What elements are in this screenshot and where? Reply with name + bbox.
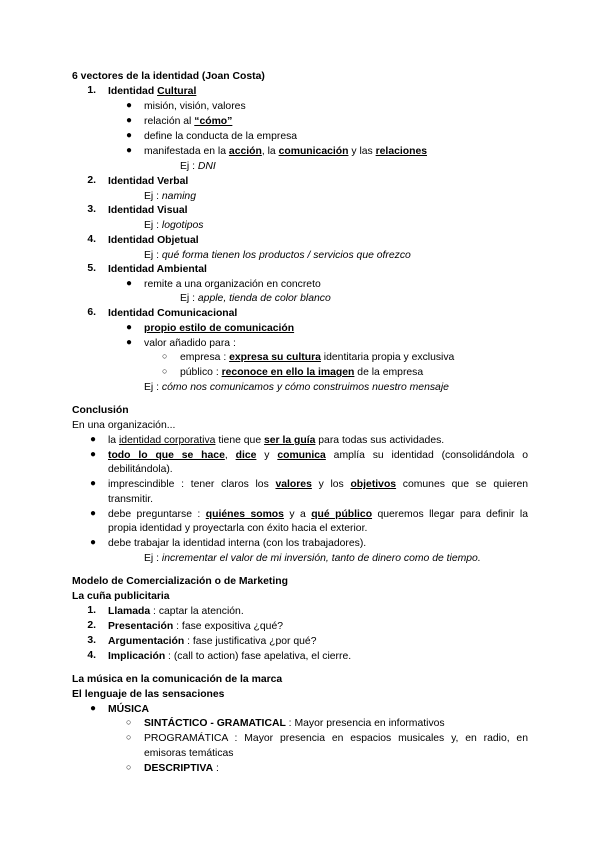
list-item: manifestada en la acción, la comunicación y las relaciones xyxy=(144,146,428,157)
list-item-continuation: transmitir. xyxy=(108,494,154,505)
bullet-icon: ● xyxy=(126,322,133,333)
list-item: imprescindible : tener claros los valores y los objetivos comunes que se quieren xyxy=(108,479,528,490)
list-item: valor añadido para : xyxy=(144,338,236,349)
list-item-heading: Identidad Cultural xyxy=(108,86,197,97)
list-item: Implicación : (call to action) fase apelativa, el cierre. xyxy=(108,651,352,662)
sub-list-item: DESCRIPTIVA : xyxy=(144,763,219,774)
list-number: 6. xyxy=(87,307,96,318)
bullet-icon: ● xyxy=(90,434,97,445)
list-item: Argumentación : fase justificativa ¿por qué? xyxy=(108,636,317,647)
list-item: Presentación : fase expositiva ¿qué? xyxy=(108,621,284,632)
bullet-icon: ● xyxy=(126,145,133,156)
list-number: 1. xyxy=(87,605,96,616)
list-item: Llamada : captar la atención. xyxy=(108,606,244,617)
list-item: debe trabajar la identidad interna (con los trabajadores). xyxy=(108,538,367,549)
example-line: Ej : incrementar el valor de mi inversión, tanto de dinero como de tiempo. xyxy=(144,553,481,564)
bullet-icon: ● xyxy=(90,703,97,714)
circle-bullet-icon: ○ xyxy=(162,351,168,361)
sub-list-item: público : reconoce en ello la imagen de la empresa xyxy=(180,367,424,378)
section-title-vectores: 6 vectores de la identidad (Joan Costa) xyxy=(72,71,265,82)
list-item: todo lo que se hace, dice y comunica amplía su identidad (consolidándola o xyxy=(108,450,528,461)
list-item-heading: Identidad Verbal xyxy=(108,176,189,187)
bullet-icon: ● xyxy=(126,130,133,141)
bullet-icon: ● xyxy=(126,100,133,111)
circle-bullet-icon: ○ xyxy=(162,366,168,376)
list-item-heading: Identidad Ambiental xyxy=(108,264,207,275)
circle-bullet-icon: ○ xyxy=(126,732,132,742)
paragraph: En una organización... xyxy=(72,420,176,431)
example-line: Ej : qué forma tienen los productos / servicios que ofrezco xyxy=(144,250,411,261)
list-item-heading: Identidad Comunicacional xyxy=(108,308,238,319)
section-subtitle: El lenguaje de las sensaciones xyxy=(72,689,225,700)
list-item: relación al “cómo” xyxy=(144,116,233,127)
section-title-musica: La música en la comunicación de la marca xyxy=(72,674,283,685)
sub-list-item: SINTÁCTICO - GRAMATICAL : Mayor presencia en informativos xyxy=(144,718,445,729)
list-item: misión, visión, valores xyxy=(144,101,246,112)
example-line: Ej : apple, tienda de color blanco xyxy=(180,293,331,304)
bullet-icon: ● xyxy=(126,115,133,126)
bullet-icon: ● xyxy=(126,337,133,348)
sub-list-item: PROGRAMÁTICA : Mayor presencia en espacios musicales y, en radio, en xyxy=(144,733,528,744)
sub-list-item: empresa : expresa su cultura identitaria propia y exclusiva xyxy=(180,352,455,363)
list-item: debe preguntarse : quiénes somos y a qué público queremos llegar para definir la xyxy=(108,509,528,520)
example-line: Ej : DNI xyxy=(180,161,216,172)
section-title-modelo: Modelo de Comercialización o de Marketing xyxy=(72,576,288,587)
example-line: Ej : logotipos xyxy=(144,220,204,231)
example-line: Ej : naming xyxy=(144,191,196,202)
bullet-icon: ● xyxy=(126,278,133,289)
list-number: 5. xyxy=(87,263,96,274)
bullet-icon: ● xyxy=(90,478,97,489)
sub-list-item-continuation: emisoras temáticas xyxy=(144,748,234,759)
section-subtitle: La cuña publicitaria xyxy=(72,591,170,602)
list-item: propio estilo de comunicación xyxy=(144,323,295,334)
circle-bullet-icon: ○ xyxy=(126,762,132,772)
list-item-heading: Identidad Objetual xyxy=(108,235,199,246)
circle-bullet-icon: ○ xyxy=(126,717,132,727)
list-number: 1. xyxy=(87,85,96,96)
section-title-conclusion: Conclusión xyxy=(72,405,129,416)
list-item-continuation: debilitándola). xyxy=(108,464,173,475)
list-item-continuation: propia identidad y proyectarla con éxito hacia el exterior. xyxy=(108,523,368,534)
list-number: 3. xyxy=(87,635,96,646)
list-number: 4. xyxy=(87,234,96,245)
example-line: Ej : cómo nos comunicamos y cómo construimos nuestro mensaje xyxy=(144,382,449,393)
list-number: 2. xyxy=(87,620,96,631)
list-number: 2. xyxy=(87,175,96,186)
list-item: MÚSICA xyxy=(108,704,149,715)
list-item: define la conducta de la empresa xyxy=(144,131,298,142)
list-item: la identidad corporativa tiene que ser la guía para todas sus actividades. xyxy=(108,435,445,446)
list-item: remite a una organización en concreto xyxy=(144,279,321,290)
bullet-icon: ● xyxy=(90,449,97,460)
bullet-icon: ● xyxy=(90,537,97,548)
list-number: 3. xyxy=(87,204,96,215)
bullet-icon: ● xyxy=(90,508,97,519)
list-item-heading: Identidad Visual xyxy=(108,205,188,216)
list-number: 4. xyxy=(87,650,96,661)
